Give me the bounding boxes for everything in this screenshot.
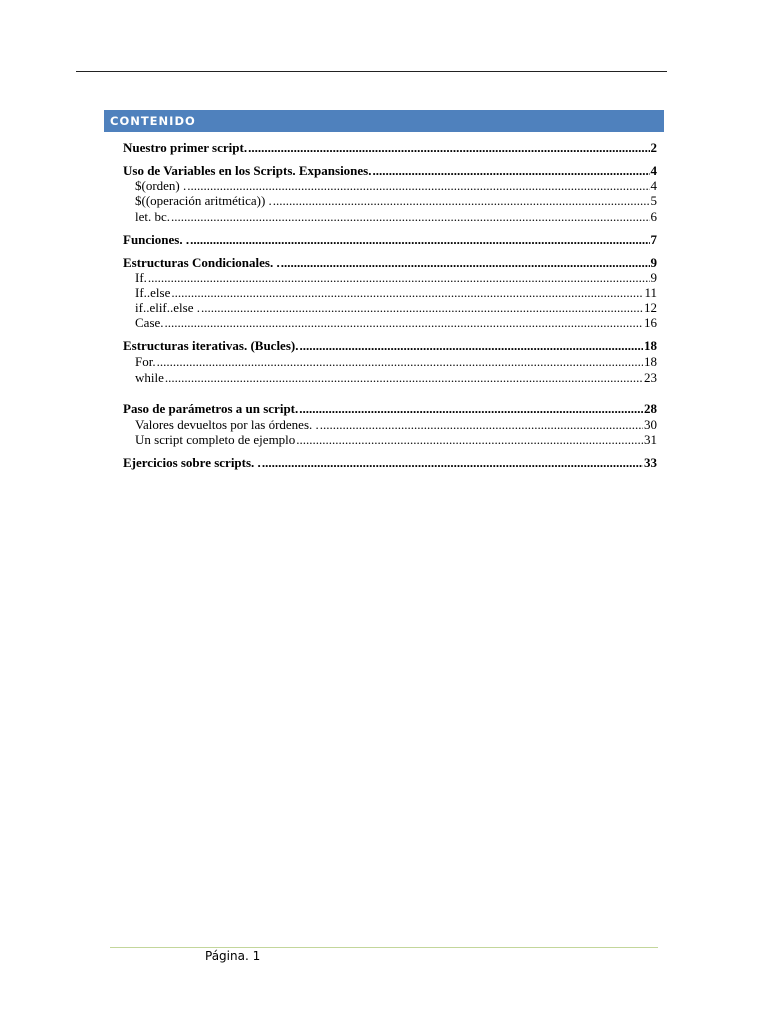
dot-leader (171, 209, 649, 224)
toc-entry[interactable] (135, 315, 657, 330)
toc-entry-title: Valores devueltos por las órdenes. . (135, 417, 319, 432)
toc-entry-page: 9 (650, 270, 657, 285)
dot-leader (281, 255, 650, 270)
dot-leader (299, 338, 643, 353)
toc-entry-page: 30 (644, 417, 657, 432)
toc-entry-page: 18 (644, 354, 657, 369)
toc-entry-page: 9 (650, 255, 657, 270)
toc-entry-title: while (135, 370, 164, 385)
toc-entry-title: Nuestro primer script. (123, 140, 248, 155)
dot-leader (299, 401, 643, 416)
toc-entry-page: 4 (650, 178, 657, 193)
toc-entry[interactable] (123, 255, 657, 270)
toc-entry-page: 28 (644, 401, 657, 416)
toc-entry[interactable] (135, 300, 657, 315)
toc-entry-title: Estructuras iterativas. (Bucles). (123, 338, 299, 353)
toc-entry-page: 4 (650, 163, 657, 178)
page-number: Página. 1 (205, 949, 261, 963)
toc-entry-title: $((operación aritmética)) . (135, 193, 272, 208)
toc-entry-title: If. (135, 270, 147, 285)
toc-entry[interactable] (123, 140, 657, 155)
toc-entry-title: Estructuras Condicionales. . (123, 255, 280, 270)
toc-entry-page: 16 (644, 315, 657, 330)
toc-entry-title: If..else (135, 285, 171, 300)
toc-heading: CONTENIDO (104, 110, 664, 132)
toc-entry[interactable] (123, 232, 657, 247)
toc-entry-title: Paso de parámetros a un script. (123, 401, 299, 416)
toc-entry-title: Uso de Variables en los Scripts. Expansiones. (123, 163, 372, 178)
dot-leader (165, 370, 643, 385)
toc-entry[interactable] (123, 401, 657, 416)
dot-leader (262, 455, 643, 470)
toc-entry[interactable] (135, 354, 657, 369)
toc-entry-page: 12 (644, 300, 657, 315)
toc-entry-page: 33 (644, 455, 657, 470)
dot-leader (157, 354, 643, 369)
toc-entry-page: 5 (650, 193, 657, 208)
toc-entry-title: if..elif..else . (135, 300, 200, 315)
toc-entry-title: Case. (135, 315, 164, 330)
dot-leader (273, 193, 650, 208)
toc-entry-title: let. bc. (135, 209, 171, 224)
toc-entry[interactable] (135, 209, 657, 224)
toc-entry-title: Ejercicios sobre scripts. . (123, 455, 261, 470)
dot-leader (148, 270, 650, 285)
toc-entry-page: 11 (644, 285, 657, 300)
toc-entry[interactable] (135, 193, 657, 208)
toc-entry[interactable] (135, 370, 657, 385)
footer-rule (110, 947, 658, 948)
dot-leader (187, 178, 649, 193)
toc-entry-page: 7 (650, 232, 657, 247)
toc-entry-title: For. (135, 354, 156, 369)
toc-entry[interactable] (135, 178, 657, 193)
toc-entry[interactable] (123, 455, 657, 470)
dot-leader (320, 417, 643, 432)
dot-leader (248, 140, 649, 155)
toc-entry-page: 31 (644, 432, 657, 447)
toc-entry[interactable] (135, 270, 657, 285)
dot-leader (373, 163, 650, 178)
toc-entry[interactable] (135, 417, 657, 432)
dot-leader (201, 300, 643, 315)
toc-entry-page: 6 (650, 209, 657, 224)
toc-entry-page: 2 (650, 140, 657, 155)
toc-entry[interactable] (123, 163, 657, 178)
dot-leader (190, 232, 649, 247)
toc-entry[interactable] (135, 285, 657, 300)
toc-entry-title: $(orden) . (135, 178, 187, 193)
toc-entry[interactable] (135, 432, 657, 447)
toc-entry-title: Funciones. . (123, 232, 190, 247)
dot-leader (296, 432, 643, 447)
toc-entry[interactable] (123, 338, 657, 353)
toc-entry-title: Un script completo de ejemplo (135, 432, 296, 447)
header-rule (76, 71, 667, 72)
dot-leader (165, 315, 643, 330)
dot-leader (171, 285, 643, 300)
toc-entry-page: 23 (644, 370, 657, 385)
toc-entry-page: 18 (644, 338, 657, 353)
